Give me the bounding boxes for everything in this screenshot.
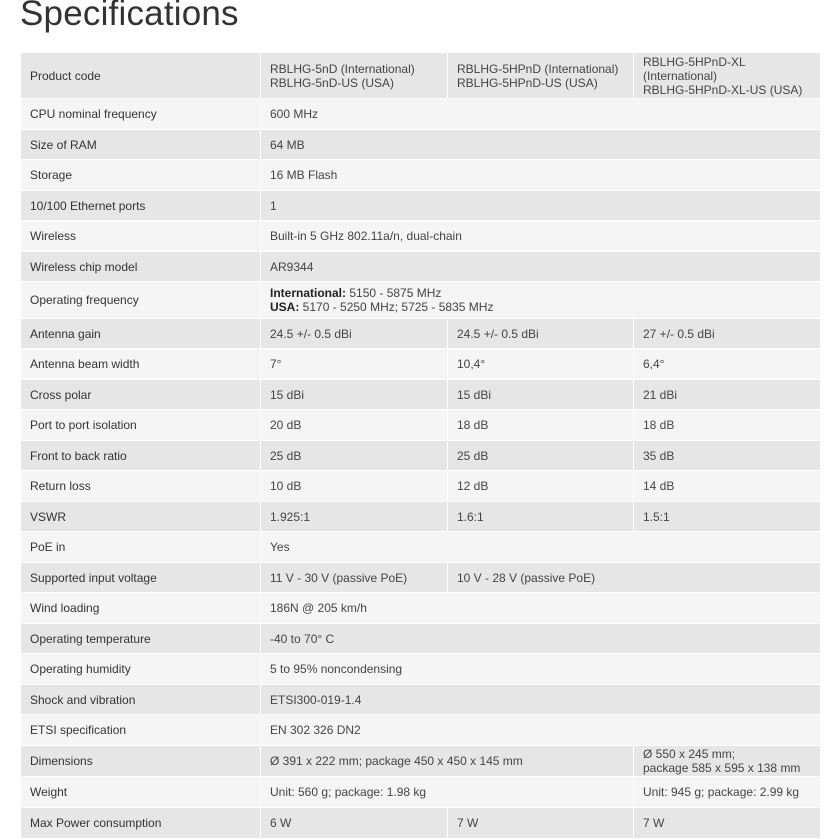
row-value: 7° — [261, 349, 448, 380]
row-label: Wireless chip model — [21, 252, 261, 282]
row-value: Unit: 945 g; package: 2.99 kg — [634, 777, 821, 808]
product-code-line: (International) — [643, 68, 718, 83]
row-value — [634, 746, 821, 777]
product-code-line: RBLHG-5HPnD-XL-US (USA) — [643, 82, 803, 97]
row-value: 6,4° — [634, 349, 821, 380]
row-value: 25 dB — [261, 441, 448, 471]
table-row-beam-width — [21, 349, 821, 380]
row-value: AR9344 — [261, 252, 821, 282]
row-label: Port to port isolation — [21, 410, 261, 441]
row-value: 186N @ 205 km/h — [261, 593, 821, 624]
row-value: 18 dB — [448, 410, 634, 441]
row-value: 600 MHz — [261, 99, 821, 130]
table-row-product-code — [21, 53, 821, 99]
row-label: CPU nominal frequency — [21, 99, 261, 130]
table-row-wind-loading — [21, 593, 821, 624]
product-code-model-1 — [261, 53, 448, 99]
row-label: Max Power consumption — [21, 808, 261, 839]
row-value: 15 dBi — [448, 380, 634, 410]
table-row-chip — [21, 252, 821, 282]
row-value: 1.925:1 — [261, 502, 448, 532]
table-row-front-back — [21, 441, 821, 471]
row-value: 27 +/- 0.5 dBi — [634, 319, 821, 349]
row-value: 10,4° — [448, 349, 634, 380]
row-value: 11 V - 30 V (passive PoE) — [261, 563, 448, 593]
row-value: 16 MB Flash — [261, 160, 821, 191]
row-value: 14 dB — [634, 471, 821, 502]
table-row-return-loss — [21, 471, 821, 502]
row-label: Storage — [21, 160, 261, 191]
row-label: Operating temperature — [21, 624, 261, 654]
row-label: Antenna gain — [21, 319, 261, 349]
frequency-key: USA: — [270, 300, 300, 314]
table-row-vswr — [21, 502, 821, 532]
row-value — [261, 282, 821, 319]
product-code-line: RBLHG-5nD (International) — [270, 61, 415, 76]
row-value: 1 — [261, 191, 821, 221]
row-label: ETSI specification — [21, 715, 261, 746]
row-value: EN 302 326 DN2 — [261, 715, 821, 746]
table-row-storage — [21, 160, 821, 191]
row-value: Ø 391 x 222 mm; package 450 x 450 x 145 mm — [261, 746, 634, 777]
product-code-line: RBLHG-5HPnD-US (USA) — [457, 75, 598, 90]
table-row-power — [21, 808, 821, 839]
row-value: 64 MB — [261, 130, 821, 160]
row-value: Yes — [261, 532, 821, 563]
product-code-model-2 — [448, 53, 634, 99]
row-value: 5 to 95% noncondensing — [261, 654, 821, 685]
row-value: 10 dB — [261, 471, 448, 502]
table-row-cross-polar — [21, 380, 821, 410]
row-label: VSWR — [21, 502, 261, 532]
product-code-line: RBLHG-5HPnD-XL — [643, 54, 746, 69]
row-label: Front to back ratio — [21, 441, 261, 471]
row-value: 1.6:1 — [448, 502, 634, 532]
row-value: 1.5:1 — [634, 502, 821, 532]
row-label: PoE in — [21, 532, 261, 563]
row-value: 15 dBi — [261, 380, 448, 410]
table-row-shock — [21, 685, 821, 715]
row-value: Built-in 5 GHz 802.11a/n, dual-chain — [261, 221, 821, 252]
table-row-ram — [21, 130, 821, 160]
row-label: Cross polar — [21, 380, 261, 410]
table-row-input-voltage — [21, 563, 821, 593]
row-value: 35 dB — [634, 441, 821, 471]
row-value: 25 dB — [448, 441, 634, 471]
row-value: 12 dB — [448, 471, 634, 502]
table-row-humidity — [21, 654, 821, 685]
row-label: Wind loading — [21, 593, 261, 624]
row-label: Operating frequency — [21, 282, 261, 319]
row-value: Unit: 560 g; package: 1.98 kg — [261, 777, 634, 808]
row-label: Weight — [21, 777, 261, 808]
row-label: Operating humidity — [21, 654, 261, 685]
row-value: 6 W — [261, 808, 448, 839]
frequency-value: 5170 - 5250 MHz; 5725 - 5835 MHz — [299, 300, 494, 314]
row-label: Return loss — [21, 471, 261, 502]
table-row-etsi — [21, 715, 821, 746]
frequency-usa — [270, 300, 811, 314]
frequency-international — [270, 286, 811, 300]
table-row-operating-frequency — [21, 282, 821, 319]
row-value: 24.5 +/- 0.5 dBi — [448, 319, 634, 349]
dimensions-line: Ø 550 x 245 mm; — [643, 747, 736, 761]
product-code-line: RBLHG-5nD-US (USA) — [270, 75, 395, 90]
table-row-wireless — [21, 221, 821, 252]
table-row-dimensions — [21, 746, 821, 777]
page-title: Specifications — [20, 0, 239, 33]
row-label: Wireless — [21, 221, 261, 252]
row-label: Dimensions — [21, 746, 261, 777]
row-value: 7 W — [448, 808, 634, 839]
table-row-cpu — [21, 99, 821, 130]
row-value: 24.5 +/- 0.5 dBi — [261, 319, 448, 349]
table-row-weight — [21, 777, 821, 808]
table-row-isolation — [21, 410, 821, 441]
dimensions-line: package 585 x 595 x 138 mm — [643, 761, 801, 775]
frequency-value: 5150 - 5875 MHz — [346, 286, 442, 300]
row-label: Product code — [21, 53, 261, 99]
row-value: -40 to 70° C — [261, 624, 821, 654]
table-row-antenna-gain — [21, 319, 821, 349]
row-value: 20 dB — [261, 410, 448, 441]
row-label: 10/100 Ethernet ports — [21, 191, 261, 221]
row-value: 10 V - 28 V (passive PoE) — [448, 563, 821, 593]
table-row-ethernet — [21, 191, 821, 221]
row-label: Size of RAM — [21, 130, 261, 160]
specifications-table — [20, 52, 821, 839]
frequency-key: International: — [270, 286, 347, 300]
row-label: Supported input voltage — [21, 563, 261, 593]
row-value: 18 dB — [634, 410, 821, 441]
table-row-poe-in — [21, 532, 821, 563]
product-code-model-3 — [634, 53, 821, 99]
row-value: 21 dBi — [634, 380, 821, 410]
row-label: Antenna beam width — [21, 349, 261, 380]
product-code-line: RBLHG-5HPnD (International) — [457, 61, 619, 76]
row-value: 7 W — [634, 808, 821, 839]
table-row-temperature — [21, 624, 821, 654]
row-value: ETSI300-019-1.4 — [261, 685, 821, 715]
row-label: Shock and vibration — [21, 685, 261, 715]
